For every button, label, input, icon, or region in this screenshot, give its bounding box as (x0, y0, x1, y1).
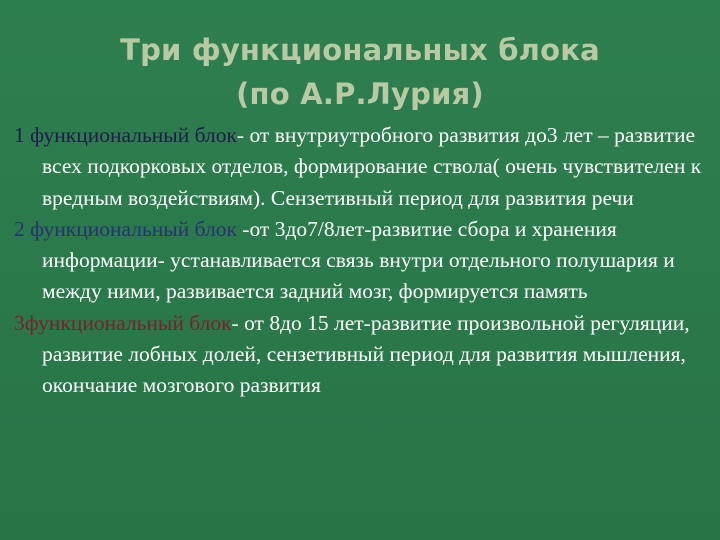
block-label-3: 3функциональный блок (14, 310, 232, 335)
slide-title-line-2: (по А.Р.Лурия) (236, 77, 484, 111)
block-paragraph-3 (14, 308, 714, 402)
slide-title-line-1: Три функциональных блока (120, 33, 600, 67)
block-paragraph-1 (14, 120, 714, 214)
block-paragraph-2 (14, 214, 714, 308)
block-text-2: -от 3до7/8лет-развитие сбора и хранения информации- устанавливается связь внутри отдельного полушария и между ними, развивается задний мозг, формируется память (42, 216, 675, 304)
block-label-2: 2 функциональный блок (14, 216, 237, 241)
slide-title (0, 28, 720, 116)
block-text-3: - от 8до 15 лет-развитие произвольной регуляции, развитие лобных долей, сензетивный период для развития мышления, окончание мозгового развития (42, 310, 690, 398)
block-label-1: 1 функциональный блок (14, 123, 237, 147)
block-text-1: - от внутриутробного развития до3 лет – развитие всех подкорковых отделов, формирование ствола( очень чувствителен к вредным воздействиям). Сензетивный период для развития речи (42, 123, 702, 210)
slide-body (14, 120, 714, 402)
